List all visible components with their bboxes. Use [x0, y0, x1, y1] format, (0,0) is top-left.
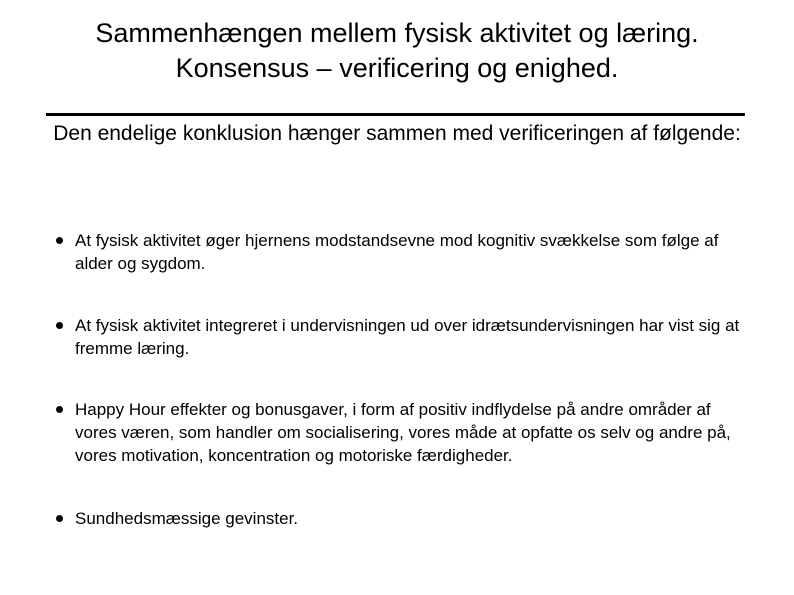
bullet-text: Sundhedsmæssige gevinster.	[75, 509, 299, 528]
intro-text: Den endelige konklusion hænger sammen med verificeringen af følgende:	[53, 122, 741, 145]
bullet-text: At fysisk aktivitet øger hjernens modstandsevne mod kognitiv svækkelse som følge af alder og sygdom.	[75, 231, 719, 273]
slide-title	[30, 16, 764, 86]
bullet-dot-icon	[56, 406, 63, 413]
title-line-1: Sammenhængen mellem fysisk aktivitet og læring.	[95, 18, 699, 48]
bullet-dot-icon	[56, 237, 63, 244]
title-line-2: Konsensus – verificering og enighed.	[175, 53, 619, 83]
bullet-text: At fysisk aktivitet integreret i undervisningen ud over idrætsundervisningen har vist sig at fremme læring.	[75, 316, 740, 358]
bullet-text: Happy Hour effekter og bonusgaver, i form af positiv indflydelse på andre områder af vores væren, som handler om socialisering, vores måde at opfatte os selv og andre på, vores motivation, koncentration og motoriske færdigheder.	[75, 400, 731, 465]
title-divider	[46, 113, 745, 116]
bullet-dot-icon	[56, 322, 63, 329]
bullet-dot-icon	[56, 515, 63, 522]
